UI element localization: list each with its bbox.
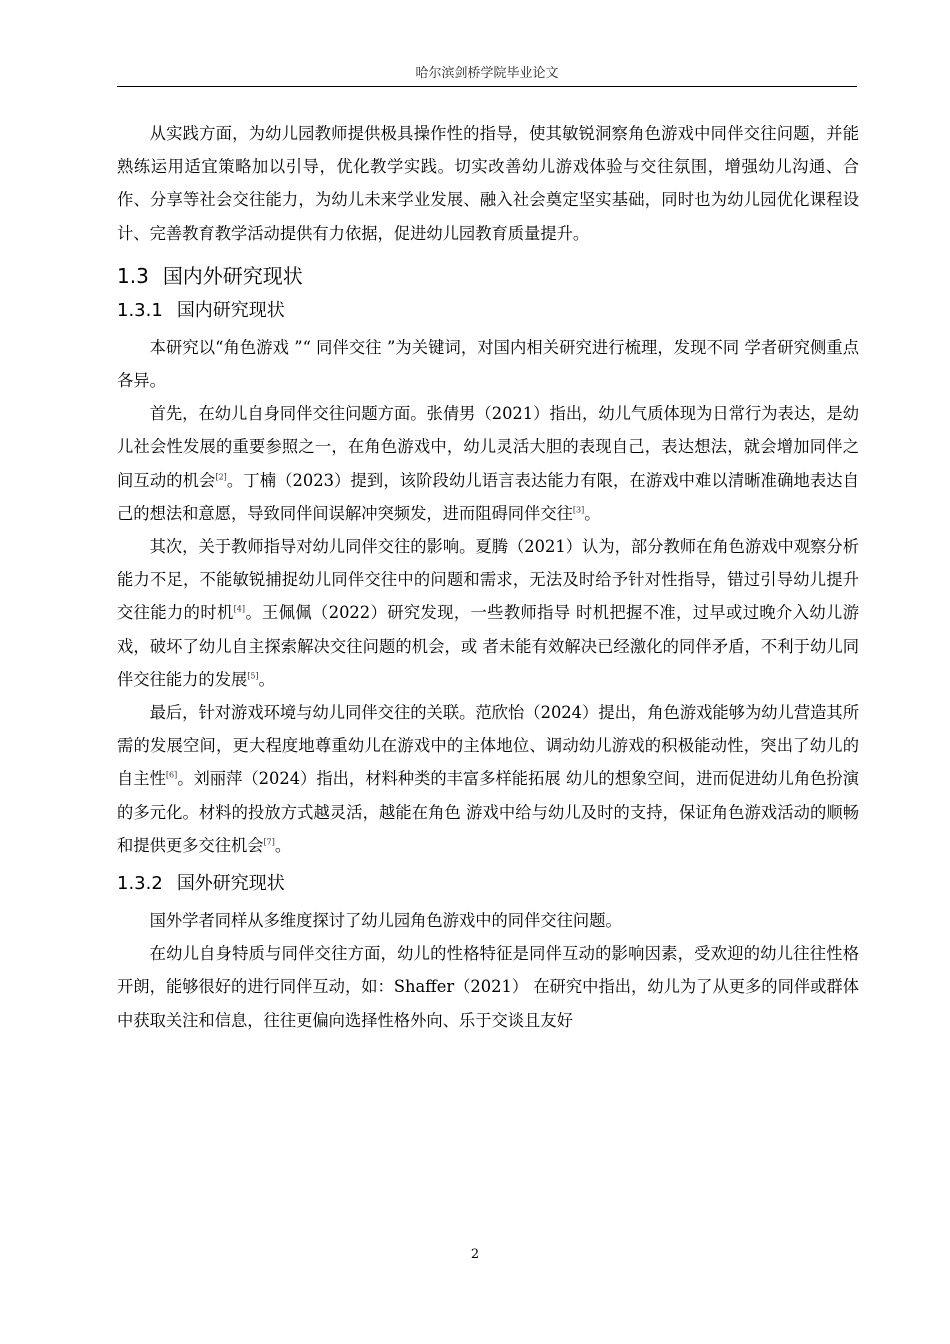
text-segment: 。丁楠（2023）提到，该阶段幼儿语言表达能力有限，在游戏中难以清晰准确地表达自己的想法和意愿，导致同伴间误解冲突频发，进而阻碍同伴交往 [117, 470, 859, 523]
paragraph-environment [117, 696, 859, 862]
page-number: 2 [470, 1247, 480, 1262]
subsection-number: 1.3.1 [117, 299, 163, 321]
text-segment: 。 [584, 503, 601, 523]
subsection-number: 1.3.2 [117, 873, 163, 895]
text-segment: 首先，在幼儿自身同伴交往问题方面。张倩男（2021）指出，幼儿气质体现为日常行为表达，是幼儿社会性发展的重要参照之一，在角色游戏中，幼儿灵活大胆的表现自己，表达想法，就会增加同伴之间互动的机会 [117, 404, 859, 490]
subsection-title: 国内研究现状 [176, 299, 285, 321]
paragraph-keywords: 本研究以“角色游戏 ”“ 同伴交往 ”为关键词，对国内相关研究进行梳理，发现不同 学者研究侧重点各异。 [117, 337, 859, 391]
text-segment: 。刘丽萍（2024）指出，材料种类的丰富多样能拓展 幼儿的想象空间，进而促进幼儿角色扮演的多元化。材料的投放方式越灵活，越能在角色 游戏中给与幼儿及时的支持，保证角色游戏活动的顺畅和提供更多交往机会 [117, 769, 859, 855]
subsection-heading-1-3-1 [117, 299, 859, 323]
running-header: 哈尔滨剑桥学院毕业论文 [415, 66, 559, 81]
citation-3[interactable]: [3] [572, 505, 585, 515]
paragraph-practice: 从实践方面，为幼儿园教师提供极具操作性的指导，使其敏锐洞察角色游戏中同伴交往问题，并能熟练运用适宜策略加以引导，优化教学实践。切实改善幼儿游戏体验与交往氛围，增强幼儿沟通、合作、分享等社会交往能力，为幼儿未来学业发展、融入社会奠定坚实基础，同时也为幼儿园优化课程设计、完善教育教学活动提供有力依据，促进幼儿园教育质量提升。 [117, 124, 859, 243]
citation-4[interactable]: [4] [233, 605, 245, 615]
paragraph-teacher-guidance [117, 530, 859, 696]
citation-5[interactable]: [5] [247, 671, 259, 681]
text-segment: 。 [274, 835, 292, 855]
citation-7[interactable]: [7] [263, 837, 275, 847]
section-heading-1-3 [117, 263, 859, 289]
paragraph-self-issues [117, 397, 859, 530]
text-segment: 。 [258, 669, 275, 689]
text-segment: 其次，关于教师指导对幼儿同伴交往的影响。夏腾（2021）认为，部分教师在角色游戏中观察分析能力不足，不能敏锐捕捉幼儿同伴交往中的问题和需求，无法及时给予针对性指导，错过引导幼儿提升交往能力的时机 [117, 537, 859, 623]
text-segment: 最后，针对游戏环境与幼儿同伴交往的关联。范欣怡（2024）提出，角色游戏能够为幼儿营造其所需的发展空间，更大程度地尊重幼儿在游戏中的主体地位、调动幼儿游戏的积极能动性，突出了幼儿的自主性 [117, 703, 859, 789]
citation-2[interactable]: [2] [215, 472, 227, 482]
page-body [117, 117, 859, 1037]
header-rule [117, 86, 857, 87]
section-number: 1.3 [117, 263, 149, 288]
text-segment: 。王佩佩（2022）研究发现，一些教师指导 时机把握不准，过早或过晚介入幼儿游戏，破坏了幼儿自主探索解决交往问题的机会，或 者未能有效解决已经激化的同伴矛盾，不利于幼儿同伴交往能力的发展 [117, 603, 859, 689]
citation-6[interactable]: [6] [165, 771, 178, 781]
paragraph-foreign-traits: 在幼儿自身特质与同伴交往方面，幼儿的性格特征是同伴互动的影响因素，受欢迎的幼儿往往性格开朗，能够很好的进行同伴互动，如：Shaffer（2021） 在研究中指出，幼儿为了从更多的同伴或群体中获取关注和信息，往往更偏向选择性格外向、乐于交谈且友好 [117, 944, 859, 1030]
section-title: 国内外研究现状 [162, 263, 303, 288]
subsection-title: 国外研究现状 [176, 873, 285, 895]
paragraph-foreign-intro: 国外学者同样从多维度探讨了幼儿园角色游戏中的同伴交往问题。 [149, 911, 622, 931]
subsection-heading-1-3-2 [117, 872, 859, 896]
